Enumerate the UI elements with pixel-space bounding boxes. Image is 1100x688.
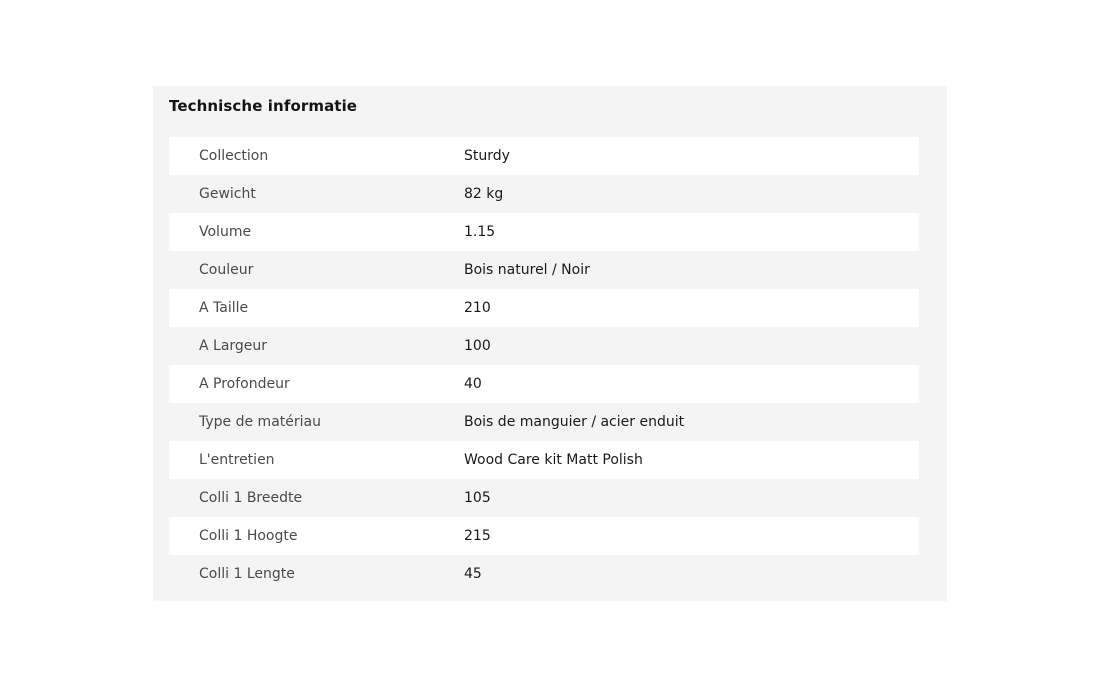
- table-row: [169, 213, 919, 251]
- table-row: [169, 441, 919, 479]
- table-row: [169, 137, 919, 175]
- spec-label: L'entretien: [199, 452, 275, 468]
- spec-value: Wood Care kit Matt Polish: [464, 452, 643, 468]
- table-row: [169, 403, 919, 441]
- spec-value: 100: [464, 338, 491, 354]
- table-row: [169, 517, 919, 555]
- spec-label: Colli 1 Lengte: [199, 566, 295, 582]
- spec-value: Bois naturel / Noir: [464, 262, 590, 278]
- spec-label: Collection: [199, 148, 269, 164]
- spec-value: Bois de manguier / acier enduit: [464, 414, 685, 430]
- table-row: [169, 251, 919, 289]
- spec-value: Sturdy: [464, 148, 510, 164]
- spec-table: [169, 137, 919, 593]
- spec-value: 215: [464, 528, 491, 544]
- spec-label: Volume: [199, 224, 252, 240]
- spec-value: 82 kg: [464, 186, 504, 202]
- spec-value: 1.15: [464, 224, 496, 240]
- spec-value: 105: [464, 490, 491, 506]
- table-row: [169, 555, 919, 593]
- spec-value: 40: [464, 376, 482, 392]
- spec-label: A Taille: [199, 300, 249, 316]
- spec-label: A Largeur: [199, 338, 268, 354]
- section-title: Technische informatie: [169, 97, 358, 115]
- table-row: [169, 327, 919, 365]
- spec-value: 45: [464, 566, 482, 582]
- table-row: [169, 175, 919, 213]
- spec-label: Type de matériau: [199, 414, 321, 430]
- table-row: [169, 365, 919, 403]
- spec-label: Colli 1 Breedte: [199, 490, 303, 506]
- technical-info-panel: [153, 86, 947, 601]
- spec-label: Gewicht: [199, 186, 256, 202]
- spec-label: A Profondeur: [199, 376, 290, 392]
- spec-label: Couleur: [199, 262, 254, 278]
- spec-value: 210: [464, 300, 491, 316]
- spec-label: Colli 1 Hoogte: [199, 528, 298, 544]
- table-row: [169, 479, 919, 517]
- table-row: [169, 289, 919, 327]
